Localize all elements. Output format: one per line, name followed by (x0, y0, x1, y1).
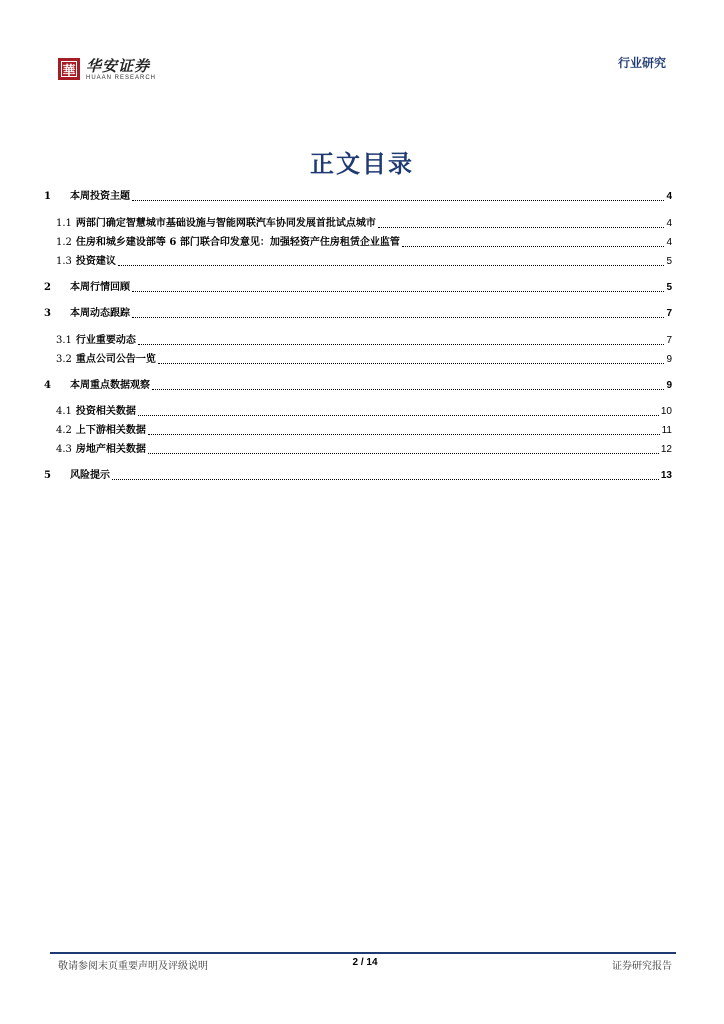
toc-entry-title: 住房和城乡建设部等 6 部门联合印发意见：加强轻资产住房租赁企业监管 (75, 237, 400, 248)
toc-entry-page: 7 (666, 308, 672, 319)
toc-entry-page: 5 (666, 256, 672, 267)
toc-entry-number: 4.1 (56, 406, 72, 417)
toc-entry-page: 11 (661, 425, 672, 436)
toc-entry-title: 两部门确定智慧城市基础设施与智能网联汽车协同发展首批试点城市 (75, 218, 376, 229)
toc-entry-number: 4.2 (56, 425, 72, 436)
logo-text (86, 58, 156, 82)
toc-entry[interactable] (44, 253, 672, 269)
toc-entry-page: 9 (666, 354, 672, 365)
toc-entry-page: 9 (666, 380, 672, 391)
toc-dot-leader (132, 317, 664, 318)
logo-mark: 華 (58, 58, 80, 80)
toc-entry-page: 4 (666, 218, 672, 229)
toc-entry-title: 重点公司公告一览 (75, 354, 156, 365)
toc-entry[interactable] (44, 279, 672, 295)
toc-entry-title: 上下游相关数据 (75, 425, 146, 436)
toc-entry-title: 投资相关数据 (75, 406, 136, 417)
toc-entry-page: 7 (666, 335, 672, 346)
toc-dot-leader (148, 453, 659, 454)
toc-dot-leader (118, 265, 665, 266)
toc-entry-number: 1.2 (56, 237, 72, 248)
toc-entry[interactable] (44, 234, 672, 250)
toc-dot-leader (138, 344, 665, 345)
toc-entry[interactable] (44, 467, 672, 483)
toc-entry-number: 2 (44, 282, 51, 293)
toc-entry-title: 行业重要动态 (75, 335, 136, 346)
toc-entry-page: 10 (660, 406, 672, 417)
toc-entry-title: 房地产相关数据 (75, 444, 146, 455)
toc-entry-number: 4.3 (56, 444, 72, 455)
toc-entry-number: 3.2 (56, 354, 72, 365)
toc-entry-number: 3 (44, 308, 51, 319)
toc-entry-number: 3.1 (56, 335, 72, 346)
toc-entry-number: 4 (44, 380, 51, 391)
toc-entry[interactable] (44, 305, 672, 321)
toc-entry[interactable] (44, 215, 672, 231)
toc-entry-page: 4 (666, 237, 672, 248)
logo-en: HUAAN RESEARCH (86, 75, 157, 81)
toc-dot-leader (112, 479, 659, 480)
toc-entry-number: 5 (44, 470, 51, 481)
toc-entry-page: 5 (666, 282, 672, 293)
toc-dot-leader (138, 415, 659, 416)
toc-entry[interactable] (44, 351, 672, 367)
toc-dot-leader (132, 200, 664, 201)
toc-entry-number: 1.3 (56, 256, 72, 267)
toc-entry[interactable] (44, 332, 672, 348)
footer-report-type: 证券研究报告 (612, 961, 672, 972)
toc-entry-number: 1 (44, 191, 51, 202)
page-header (0, 0, 724, 100)
toc-entry-title: 风险提示 (70, 470, 110, 481)
toc-entry[interactable] (44, 422, 672, 438)
toc-entry-title: 本周动态跟踪 (70, 308, 130, 319)
page-title: 正文目录 (310, 149, 414, 178)
toc-entry-page: 13 (660, 470, 672, 481)
toc-entry[interactable] (44, 441, 672, 457)
footer-disclaimer: 敬请参阅末页重要声明及评级说明 (58, 961, 208, 972)
toc-dot-leader (402, 246, 665, 247)
logo-cn: 华安证券 (86, 57, 151, 75)
company-logo (58, 58, 156, 82)
toc-entry[interactable] (44, 188, 672, 204)
toc-entry-title: 本周重点数据观察 (70, 380, 150, 391)
toc-entry[interactable] (44, 403, 672, 419)
footer-divider (50, 952, 676, 954)
toc-dot-leader (132, 291, 664, 292)
toc-entry-number: 1.1 (56, 218, 72, 229)
section-label: 行业研究 (617, 56, 666, 70)
toc-dot-leader (152, 389, 664, 390)
page-footer (58, 957, 672, 971)
toc-entry-title: 投资建议 (75, 256, 116, 267)
toc-entry-page: 4 (666, 191, 672, 202)
toc-dot-leader (378, 227, 665, 228)
toc-entry-page: 12 (660, 444, 672, 455)
toc-entry-title: 本周投资主题 (70, 191, 130, 202)
toc-entry[interactable] (44, 377, 672, 393)
toc-dot-leader (158, 363, 665, 364)
page-number: 2 / 14 (352, 957, 378, 968)
toc-dot-leader (148, 434, 660, 435)
toc-entry-title: 本周行情回顾 (70, 282, 130, 293)
